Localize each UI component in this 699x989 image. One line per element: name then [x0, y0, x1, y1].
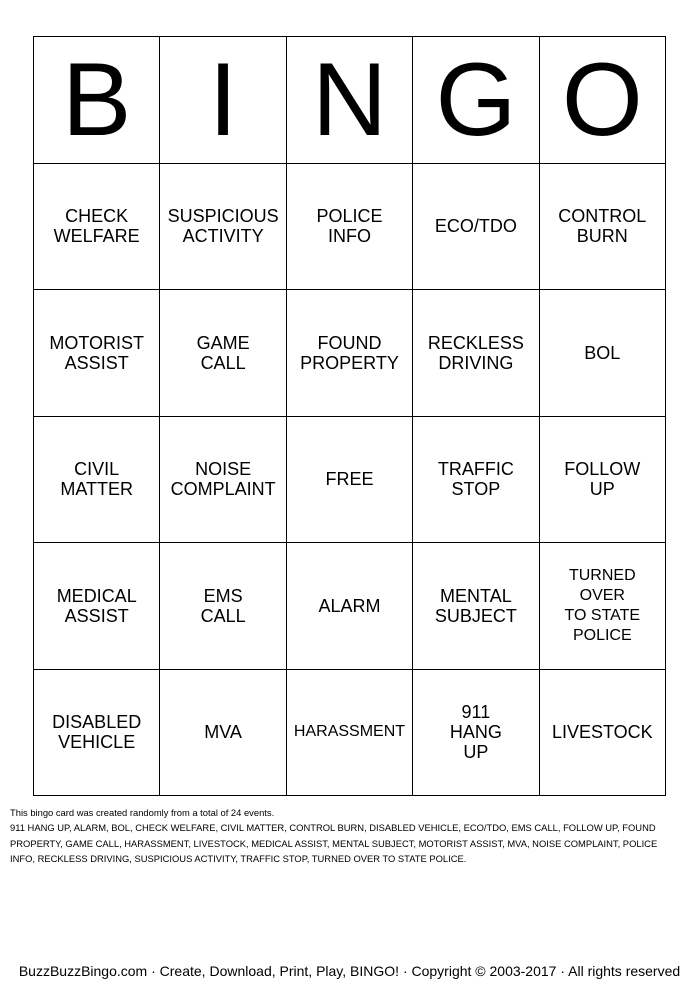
- square-label: CONTROL BURN: [558, 206, 647, 247]
- footer-text: BuzzBuzzBingo.com · Create, Download, Print, Play, BINGO! · Copyright © 2003-2017 · All rights reserved: [18, 963, 681, 979]
- square-label: POLICE INFO: [316, 206, 383, 247]
- square-label: BOL: [584, 342, 621, 363]
- square-label: DISABLED VEHICLE: [52, 712, 142, 753]
- bingo-square: [34, 670, 160, 797]
- free-square: [287, 417, 413, 544]
- header-cell-i: [160, 37, 286, 164]
- bingo-square: [540, 543, 666, 670]
- bingo-square: [413, 417, 539, 544]
- header-cell-n: [287, 37, 413, 164]
- square-label: TURNED OVER TO STATE POLICE: [564, 566, 641, 644]
- bingo-square: [287, 543, 413, 670]
- event-list: 911 HANG UP, ALARM, BOL, CHECK WELFARE, CIVIL MATTER, CONTROL BURN, DISABLED VEHICLE, ECO/TDO, EMS CALL, FOLLOW UP, FOUND PROPERTY, GAME CALL, HARASSMENT, LIVESTOCK, MEDICAL ASSIST, MENTAL SUBJECT, MOTORIST ASSIST, MVA, NOISE COMPLAINT, POLICE INFO, RECKLESS DRIVING, SUSPICIOUS ACTIVITY, TRAFFIC STOP, TURNED OVER TO STATE POLICE.: [10, 822, 658, 864]
- square-label: MENTAL SUBJECT: [434, 585, 517, 626]
- square-label: LIVESTOCK: [551, 722, 653, 743]
- bingo-square: [413, 543, 539, 670]
- header-cell-o: [540, 37, 666, 164]
- bingo-square: [34, 164, 160, 291]
- header-letter: B: [62, 41, 132, 158]
- bingo-square: [160, 543, 286, 670]
- square-label: CIVIL MATTER: [60, 459, 134, 500]
- header-cell-g: [413, 37, 539, 164]
- square-label: FOLLOW UP: [564, 459, 641, 500]
- square-label: HARASSMENT: [293, 723, 406, 741]
- square-label: TRAFFIC STOP: [437, 459, 514, 500]
- intro-text: This bingo card was created randomly from a total of 24 events.: [10, 807, 275, 818]
- bingo-square: [287, 290, 413, 417]
- square-label: ALARM: [318, 595, 381, 616]
- bingo-square: [413, 164, 539, 291]
- bingo-square: [34, 290, 160, 417]
- bingo-square: [34, 417, 160, 544]
- square-label: FREE: [325, 469, 374, 490]
- square-label: EMS CALL: [200, 585, 246, 626]
- bingo-square: [287, 164, 413, 291]
- bingo-square: [413, 670, 539, 797]
- square-label: FOUND PROPERTY: [300, 332, 399, 373]
- square-label: SUSPICIOUS ACTIVITY: [167, 206, 279, 247]
- bingo-square: [540, 670, 666, 797]
- square-label: 911 HANG UP: [449, 702, 502, 763]
- square-label: NOISE COMPLAINT: [170, 459, 276, 500]
- square-label: RECKLESS DRIVING: [427, 332, 524, 373]
- bingo-square: [160, 164, 286, 291]
- bingo-card: [33, 36, 666, 796]
- header-cell-b: [34, 37, 160, 164]
- header-letter: I: [208, 41, 238, 158]
- bingo-square: [413, 290, 539, 417]
- header-letter: G: [435, 41, 517, 158]
- square-label: MVA: [204, 722, 242, 743]
- square-label: MEDICAL ASSIST: [56, 585, 137, 626]
- header-letter: N: [311, 41, 388, 158]
- square-label: MOTORIST ASSIST: [49, 332, 145, 373]
- bingo-square: [540, 164, 666, 291]
- bingo-square: [540, 417, 666, 544]
- square-label: ECO/TDO: [434, 216, 517, 237]
- bingo-square: [160, 670, 286, 797]
- square-label: GAME CALL: [196, 332, 250, 373]
- bingo-square: [34, 543, 160, 670]
- bingo-square: [160, 417, 286, 544]
- bingo-square: [160, 290, 286, 417]
- header-letter: O: [561, 41, 643, 158]
- square-label: CHECK WELFARE: [53, 206, 140, 247]
- bingo-square: [540, 290, 666, 417]
- bingo-square: [287, 670, 413, 797]
